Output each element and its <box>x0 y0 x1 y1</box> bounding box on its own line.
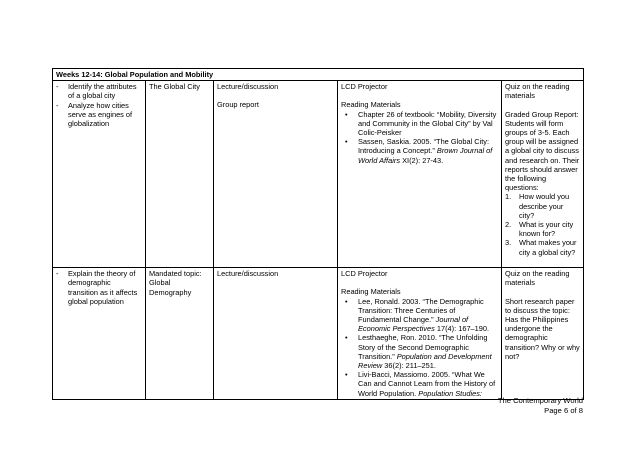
page-footer <box>498 396 583 416</box>
objective-item: - Analyze how cities serve as engines of globalization <box>56 101 142 129</box>
assessment-cell <box>502 81 584 268</box>
assessment-quiz: Quiz on the reading materials <box>505 269 570 288</box>
reading-materials-label: Reading Materials <box>341 100 401 110</box>
assessment-quiz: Quiz on the reading materials <box>505 82 570 101</box>
section-heading: Weeks 12-14: Global Population and Mobility <box>53 69 584 81</box>
table-row <box>53 268 584 400</box>
methods-cell <box>214 268 338 400</box>
method-item: Lecture/discussion <box>217 82 279 92</box>
question-item: 2. What is your city known for? <box>505 220 574 239</box>
objective-item: - Identify the attributes of a global city <box>56 82 142 100</box>
topic-cell: Mandated topic: Global Demography <box>146 268 214 400</box>
assessment-task: Graded Group Report: Students will form groups of 3-5. Each group will be assigned a global city to discuss and research on. Their reports should answer the following questions: <box>505 109 580 193</box>
equipment-text: LCD Projector <box>341 269 388 279</box>
methods-cell <box>214 81 338 268</box>
reading-item: • Chapter 26 of textbook: “Mobility, Diversity and Community in the Global City” by Val Colic-Peisker <box>341 110 498 138</box>
materials-cell <box>338 81 502 268</box>
question-item: 1. How would you describe your city? <box>505 192 570 220</box>
topic-cell: The Global City <box>146 81 214 268</box>
reading-item: • Livi-Bacci, Massiomo. 2005. “What We Can and Cannot Learn from the History of World Population. Population Studies: <box>341 370 498 398</box>
equipment-text: LCD Projector <box>341 82 388 92</box>
objectives-cell <box>53 81 146 268</box>
syllabus-table <box>52 68 584 400</box>
footer-page-number: Page 6 of 8 <box>544 406 583 415</box>
reading-item: • Sassen, Saskia. 2005. “The Global City: Introducing a Concept.” Brown Journal of World Affairs XI(2): 27-43. <box>341 137 498 165</box>
reading-item: • Lee, Ronald. 2003. “The Demographic Transition: Three Centuries of Fundamental Change.” Journal of Economic Perspectives 17(4): 167–190. <box>341 297 498 334</box>
materials-cell <box>338 268 502 400</box>
method-item: Lecture/discussion <box>217 269 279 279</box>
reading-item: • Lesthaeghe, Ron. 2010. “The Unfolding Story of the Second Demographic Transition.” Population and Development Review 36(2): 211–251. <box>341 333 498 370</box>
table-row <box>53 81 584 268</box>
footer-course-title: The Contemporary World <box>497 396 583 405</box>
question-item: 3. What makes your city a global city? <box>505 238 577 257</box>
method-item: Group report <box>217 100 259 110</box>
assessment-task: Short research paper to discuss the topic: Has the Philippines undergone the demographic transition? Why or why not? <box>505 296 580 361</box>
objectives-cell <box>53 268 146 400</box>
section-heading-row <box>53 69 584 81</box>
assessment-cell <box>502 268 584 400</box>
objective-item: - Explain the theory of demographic transition as it affects global population <box>56 269 142 306</box>
reading-materials-label: Reading Materials <box>341 287 401 297</box>
